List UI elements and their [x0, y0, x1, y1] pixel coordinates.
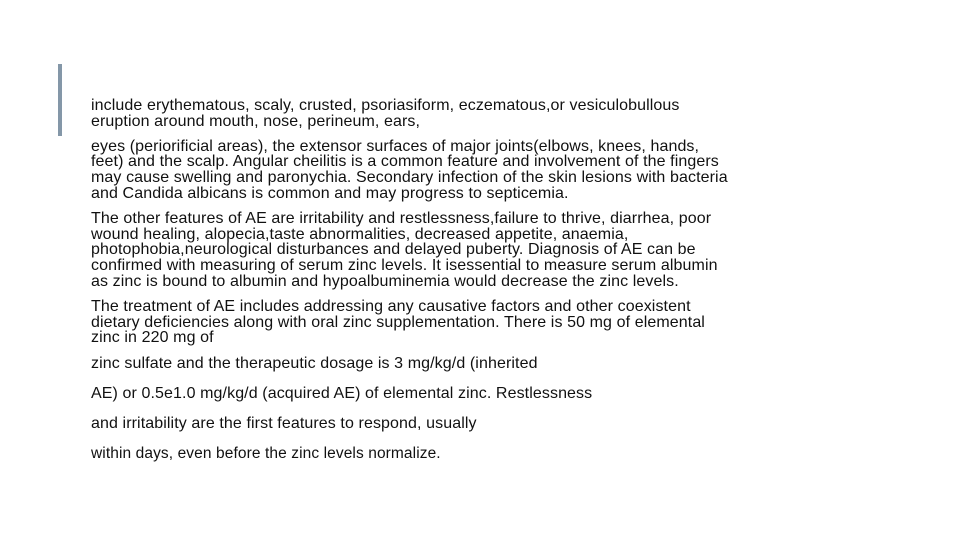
text-line: dietary deficiencies along with oral zinc supplementation. There is 50 mg of elemental: [91, 313, 705, 331]
paragraph-6: [91, 385, 851, 403]
paragraph-5: [91, 355, 851, 373]
text-line: The treatment of AE includes addressing any causative factors and other coexistent: [91, 297, 691, 315]
text-line: eyes (periorificial areas), the extensor surfaces of major joints(elbows, knees, hands,: [91, 137, 700, 155]
paragraph-3: [91, 211, 851, 290]
text-line: eruption around mouth, nose, perineum, ears,: [91, 112, 421, 130]
paragraph-1: [91, 98, 851, 130]
text-line: AE) or 0.5e1.0 mg/kg/d (acquired AE) of elemental zinc. Restlessness: [91, 385, 593, 403]
text-line: confirmed with measuring of serum zinc levels. It isessential to measure serum albumin: [91, 257, 718, 275]
slide-body: [91, 98, 851, 475]
text-line: may cause swelling and paronychia. Secondary infection of the skin lesions with bacteria: [91, 169, 728, 187]
text-line: include erythematous, scaly, crusted, psoriasiform, eczematous,or vesiculobullous: [91, 97, 680, 114]
text-line: and Candida albicans is common and may progress to septicemia.: [91, 184, 569, 202]
text-line: within days, even before the zinc levels normalize.: [91, 445, 441, 463]
text-line: as zinc is bound to albumin and hypoalbuminemia would decrease the zinc levels.: [91, 272, 679, 290]
paragraph-7: [91, 415, 851, 433]
text-line: zinc in 220 mg of: [91, 329, 214, 347]
paragraph-4: [91, 299, 851, 346]
accent-bar: [58, 64, 62, 136]
paragraph-8: [91, 445, 851, 463]
text-line: zinc sulfate and the therapeutic dosage is 3 mg/kg/d (inherited: [91, 355, 538, 373]
text-line: wound healing, alopecia,taste abnormalities, decreased appetite, anaemia,: [91, 225, 629, 243]
text-line: photophobia,neurological disturbances and delayed puberty. Diagnosis of AE can be: [91, 241, 696, 259]
text-line: and irritability are the first features to respond, usually: [91, 415, 477, 433]
text-line: The other features of AE are irritability and restlessness,failure to thrive, diarrhea, poor: [91, 209, 712, 227]
text-line: feet) and the scalp. Angular cheilitis is a common feature and involvement of the fingers: [91, 153, 719, 171]
paragraph-2: [91, 139, 851, 202]
